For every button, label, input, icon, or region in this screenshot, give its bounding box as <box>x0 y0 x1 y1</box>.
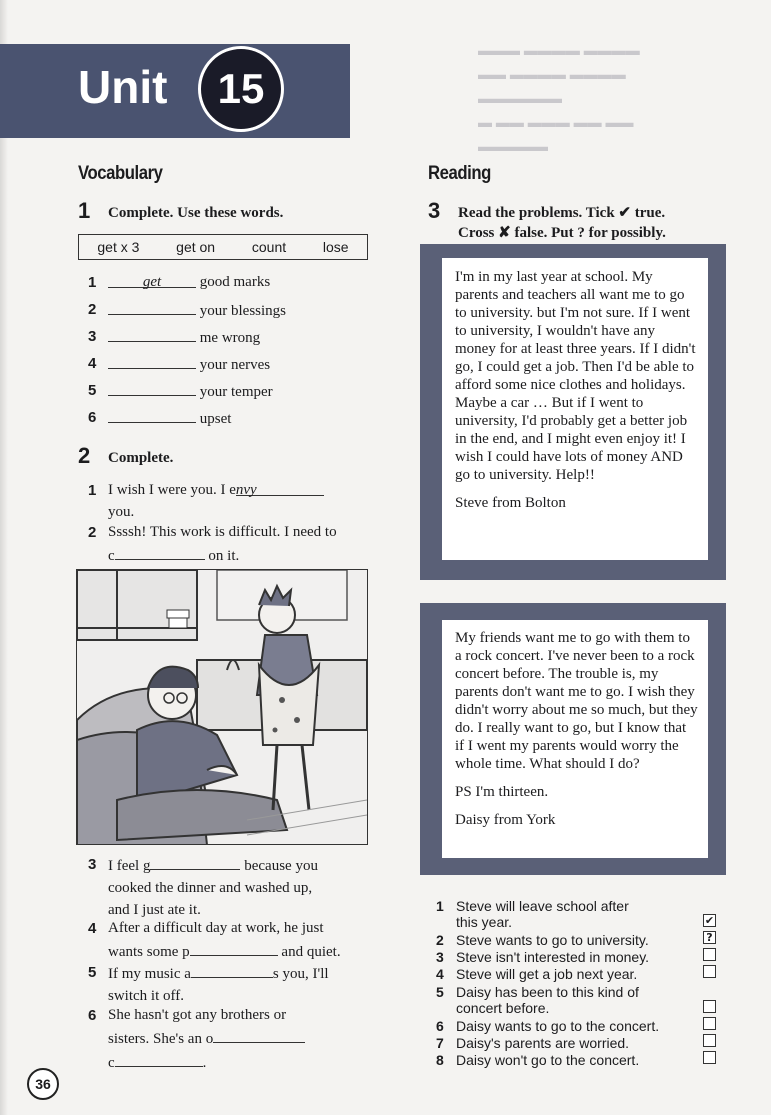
statement: Steve wants to go to university. <box>456 932 649 948</box>
item-number: 5 <box>88 964 97 981</box>
item-number: 6 <box>88 409 97 426</box>
unit-label: Unit <box>78 61 168 113</box>
answer-blank[interactable] <box>108 325 196 342</box>
statement: Steve will leave school after this year. <box>456 898 629 930</box>
statement-number: 6 <box>436 1018 444 1034</box>
answer-checkbox[interactable] <box>703 965 716 978</box>
list-item: She hasn't got any brothers or sisters. She's an o c . <box>108 1004 370 1074</box>
list-item: your blessings <box>108 298 286 322</box>
answer-checkbox[interactable] <box>703 1017 716 1030</box>
letter-2 <box>455 629 699 839</box>
page-number: 36 <box>27 1068 59 1100</box>
item-number: 3 <box>88 328 97 345</box>
answer-checkbox[interactable]: ✔ <box>704 914 715 927</box>
statement: Steve will get a job next year. <box>456 966 638 982</box>
answer-blank[interactable] <box>191 961 273 978</box>
statement: Daisy won't go to the concert. <box>456 1052 640 1068</box>
statement: Steve isn't interested in money. <box>456 949 650 965</box>
exercise-1-number: 1 <box>78 198 91 223</box>
unit-banner <box>0 44 350 138</box>
statement-number: 5 <box>436 984 444 1000</box>
word-option: count <box>251 239 287 255</box>
item-number: 4 <box>88 920 97 937</box>
exercise-3-instruction: Read the problems. Tick ✔ true. Cross ✘ false. Put ? for possibly. <box>458 205 666 241</box>
answer-checkbox[interactable] <box>703 948 716 961</box>
item-number: 5 <box>88 382 97 399</box>
statement-number: 1 <box>436 898 444 914</box>
answer-blank[interactable] <box>108 298 196 315</box>
letter-2-body: My friends want me to go with them to a rock concert. I've never been to a rock concert before. The trouble is, my parents don't want me to go. I wish they didn't worry about me so much, but they do. I really want to go, but I know that if I went my parents would worry the whole time. What should I do? <box>455 630 698 772</box>
answer-checkbox[interactable] <box>703 1000 716 1013</box>
exercise-2-number: 2 <box>78 443 91 468</box>
answer-blank[interactable] <box>108 406 196 423</box>
answer-blank[interactable] <box>115 1050 203 1067</box>
reading-heading: Reading <box>428 163 491 184</box>
exercise-3-number: 3 <box>428 198 441 223</box>
bleed-through-text: ▬▬▬ ▬▬▬▬ ▬▬▬▬ ▬▬ ▬▬▬▬ ▬▬▬▬ ▬▬▬▬▬▬ ▬ ▬▬ ▬▬▬ ▬▬ ▬▬ ▬▬▬▬▬ <box>478 42 640 154</box>
answer-blank[interactable] <box>150 853 240 870</box>
answer-checkbox[interactable] <box>703 1034 716 1047</box>
item-number: 6 <box>88 1007 97 1024</box>
list-item: your nerves <box>108 352 270 376</box>
item-number: 1 <box>88 274 97 291</box>
page-spine-shadow <box>0 0 8 1115</box>
unit-number-badge: 15 <box>198 46 284 132</box>
cartoon-illustration <box>77 570 367 844</box>
answer-blank[interactable] <box>108 379 196 396</box>
list-item: get good marks <box>108 271 270 293</box>
letter-1-body: I'm in my last year at school. My parents and teachers all want me to go to university. but I'm not sure. If I went to university, I wouldn't have any money for at least three years. If I didn't go, I could get a job. Then I'd be able to afford some nice clothes and holidays. Maybe a car … But if I went to university, I'd probably get a better job in the end, and I might even enjoy it! I wish I could have lots of money AND go to university. Help!! <box>455 269 696 483</box>
word-option: get x 3 <box>97 239 140 255</box>
illustration <box>76 569 368 845</box>
statement-number: 7 <box>436 1035 444 1051</box>
list-item: me wrong <box>108 325 260 349</box>
statement-number: 8 <box>436 1052 444 1068</box>
exercise-1-instruction: Complete. Use these words. <box>108 205 284 221</box>
list-item: Ssssh! This work is difficult. I need to c on it. <box>108 524 337 564</box>
list-item: I feel g because you cooked the dinner and washed up, and I just ate it. <box>108 853 370 921</box>
statement: Daisy wants to go to the concert. <box>456 1018 660 1034</box>
letter-1 <box>455 268 699 522</box>
letter-1-signature: Steve from Bolton <box>455 495 566 511</box>
answer-blank[interactable]: nvy <box>236 479 324 496</box>
vocabulary-heading: Vocabulary <box>78 163 163 184</box>
item-number: 3 <box>88 856 97 873</box>
list-item: I wish I were you. I envy you. <box>108 479 370 523</box>
item-number: 2 <box>88 301 97 318</box>
answer-blank[interactable] <box>115 543 205 560</box>
word-option: get on <box>176 239 216 255</box>
statement: Daisy has been to this kind of concert before. <box>456 984 639 1016</box>
statement-number: 3 <box>436 949 444 965</box>
item-number: 2 <box>88 524 97 541</box>
word-option: lose <box>322 239 349 255</box>
list-item: upset <box>108 406 231 430</box>
exercise-2-instruction: Complete. <box>108 450 174 466</box>
answer-checkbox[interactable] <box>703 1051 716 1064</box>
list-item: your temper <box>108 379 273 403</box>
answer-checkbox[interactable]: ? <box>703 931 716 944</box>
statement-number: 2 <box>436 932 444 948</box>
letter-2-signature: Daisy from York <box>455 812 556 828</box>
word-box <box>78 234 368 260</box>
statement-number: 4 <box>436 966 444 982</box>
letter-2-ps: PS I'm thirteen. <box>455 784 549 800</box>
statement: Daisy's parents are worried. <box>456 1035 630 1051</box>
list-item: After a difficult day at work, he just wants some p and quiet. <box>108 920 341 960</box>
answer-blank[interactable] <box>190 939 278 956</box>
answer-blank[interactable] <box>108 352 196 369</box>
item-number: 1 <box>88 482 97 499</box>
answer-blank[interactable] <box>213 1026 305 1043</box>
list-item: If my music a s you, I'll switch it off. <box>108 961 370 1007</box>
item-number: 4 <box>88 355 97 372</box>
answer-blank[interactable]: get <box>108 271 196 288</box>
